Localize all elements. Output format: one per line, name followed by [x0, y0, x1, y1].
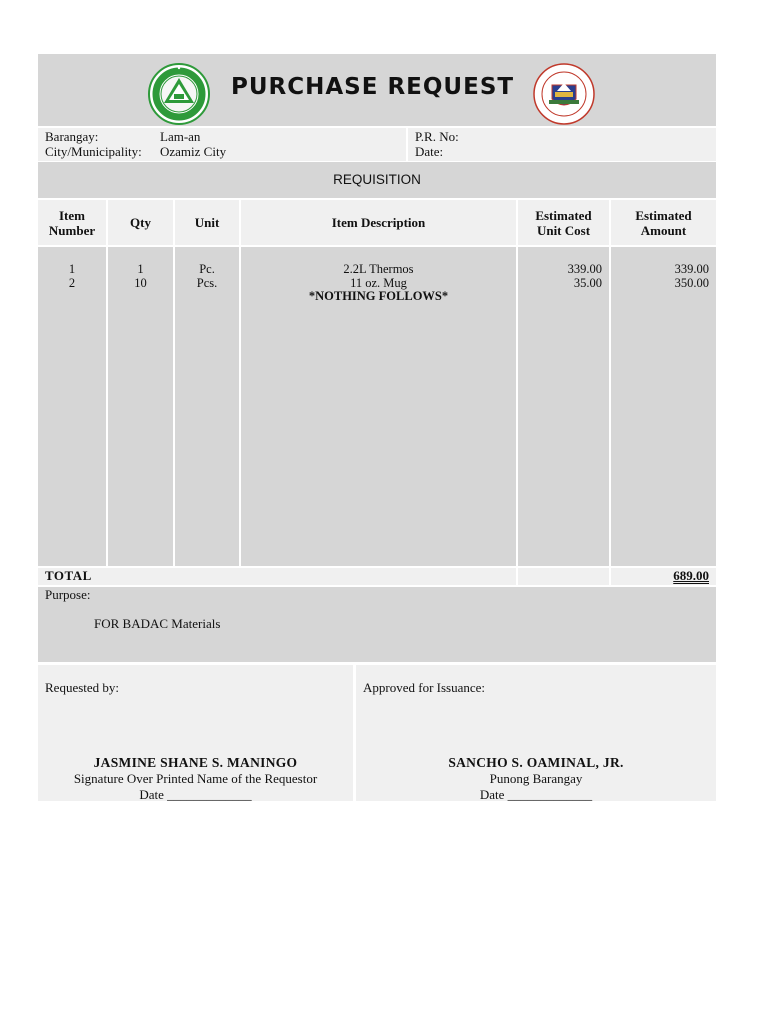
- purpose-section: [38, 587, 716, 662]
- requestor-date: Date _____________: [139, 787, 252, 802]
- requisition-heading: REQUISITION: [38, 162, 716, 198]
- column-header-amount-line2: Amount: [640, 222, 687, 238]
- column-header-unit: Unit: [175, 200, 239, 245]
- approver-name: SANCHO S. OAMINAL, JR.: [448, 755, 624, 770]
- purchase-request-form: [38, 54, 716, 802]
- amount-column: [611, 247, 716, 566]
- table-cell-item-number: 2: [68, 275, 76, 290]
- approved-by-section: [356, 665, 716, 801]
- city-value: Ozamiz City: [160, 144, 227, 159]
- city-label: City/Municipality:: [45, 144, 142, 159]
- table-cell-qty: 10: [134, 275, 147, 290]
- nothing-follows-note: *NOTHING FOLLOWS*: [308, 289, 449, 303]
- table-cell-amount: 350.00: [674, 275, 709, 290]
- unit-cost-column: [518, 247, 609, 566]
- table-cell-description: 11 oz. Mug: [350, 275, 407, 290]
- purpose-label: Purpose:: [45, 587, 91, 602]
- description-column: [241, 247, 516, 566]
- barangay-value: Lam-an: [160, 129, 201, 144]
- requestor-name: JASMINE SHANE S. MANINGO: [93, 755, 298, 770]
- approved-by-label: Approved for Issuance:: [363, 680, 486, 695]
- table-cell-unit: Pcs.: [196, 275, 218, 290]
- unit-column: [175, 247, 239, 566]
- column-header-amount: [611, 200, 716, 245]
- column-header-description: Item Description: [241, 200, 516, 245]
- total-label: TOTAL: [38, 568, 516, 585]
- date-label: Date:: [415, 144, 444, 159]
- city-seal-icon: [533, 63, 595, 125]
- table-cell-unit-cost: 339.00: [567, 262, 602, 276]
- column-header-item-number: [38, 200, 106, 245]
- requestor-caption: Signature Over Printed Name of the Requestor: [73, 771, 318, 786]
- column-header-item-number-line1: Item: [59, 207, 85, 223]
- table-cell-unit-cost: 35.00: [573, 275, 602, 290]
- qty-column: [108, 247, 173, 566]
- pr-info: [408, 128, 716, 161]
- table-cell-description: 2.2L Thermos: [343, 262, 414, 276]
- column-header-item-number-line2: Number: [48, 222, 96, 238]
- barangay-label: Barangay:: [45, 129, 99, 144]
- approver-caption: Punong Barangay: [489, 771, 583, 786]
- purpose-text: FOR BADAC Materials: [94, 616, 221, 631]
- table-cell-item-number: 1: [68, 262, 76, 276]
- table-cell-unit: Pc.: [199, 262, 215, 276]
- pr-number-label: P.R. No:: [415, 129, 459, 144]
- total-spacer: [518, 568, 609, 585]
- table-cell-qty: 1: [137, 262, 144, 276]
- form-header: [38, 54, 716, 126]
- column-header-qty: Qty: [108, 200, 173, 245]
- requested-by-label: Requested by:: [45, 680, 120, 695]
- barangay-seal-icon: [148, 63, 210, 125]
- column-header-unit-cost-line2: Unit Cost: [536, 222, 591, 238]
- requested-by-section: [38, 665, 353, 801]
- approver-date: Date _____________: [479, 787, 593, 802]
- total-value: 689.00: [611, 568, 716, 585]
- column-header-unit-cost: [518, 200, 609, 245]
- table-cell-amount: 339.00: [674, 262, 709, 276]
- item-number-column: [38, 247, 106, 566]
- column-header-amount-line1: Estimated: [635, 207, 692, 223]
- column-header-unit-cost-line1: Estimated: [535, 207, 592, 223]
- page-title: PURCHASE REQUEST: [231, 74, 515, 100]
- location-info: [38, 128, 406, 161]
